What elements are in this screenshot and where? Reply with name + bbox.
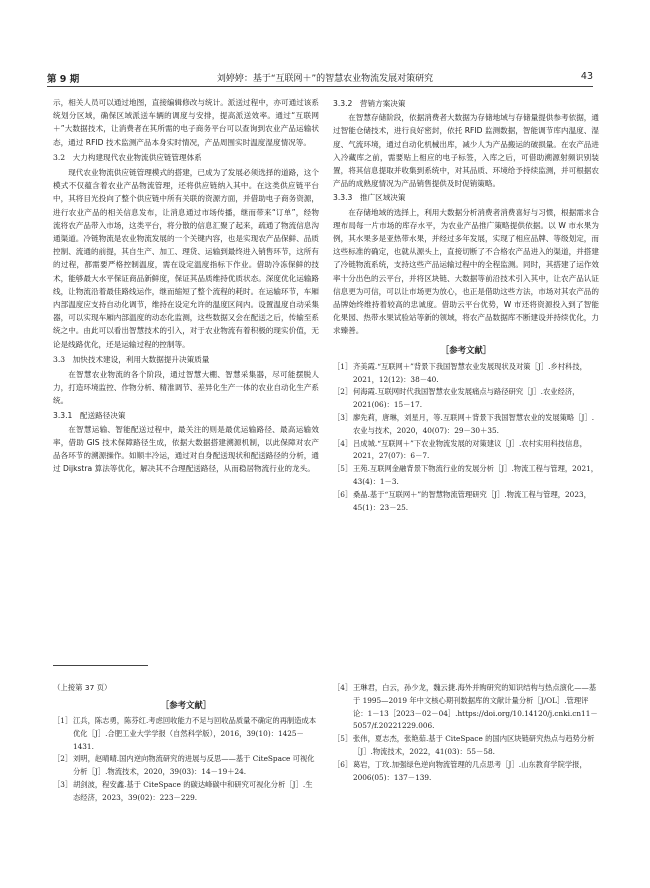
paragraph: 在智慧运输、智能配送过程中，最关注的则是最优运输路径、最高运输效率，借助 GIS 技术保障路径生成，依据大数据搭建溯源机制，以此保障对农产品各环节的溯源操作。如顺丰冷运，通过对自身配送现状和配送路径的分析，通过 Dijkstra 算法等优化，解决其不合理配送路径，从而稳居物流行业的龙头。 <box>53 424 319 474</box>
reference-text: 胡剑波，程安鑫.基于 CiteSpace 的碳达峰碳中和研究可视化分析［J］.生态经济，2023，39(02)：223－229. <box>73 779 313 802</box>
continued-note: （上接第 37 页） <box>53 683 112 692</box>
reference-number: ［6］ <box>333 759 353 769</box>
subsection-heading: 3.3.2 营销方案决策 <box>333 99 406 108</box>
section-divider <box>53 665 148 666</box>
reference-item <box>333 463 599 489</box>
reference-text: 吕成城.“互联网＋”下农业物流发展的对策建议［J］.农村实用科技信息，2021，27(07)：6－7. <box>353 438 587 461</box>
reference-item <box>333 438 599 464</box>
reference-text: 刘明，赵晴晴.国内逆向物流研究的进展与反思——基于 CiteSpace 可视化分析［J］.物流技术，2020，39(03)：14－19＋24. <box>73 754 315 777</box>
reference-text: 廖先莉，唐琳，刘星月，等.互联网＋背景下我国智慧农业的发展策略［J］.农业与技术，2020，40(07)：29－30＋35. <box>353 413 595 435</box>
subsection-heading: 3.3.1 配送路径决策 <box>53 410 126 420</box>
reference-item <box>333 682 599 733</box>
reference-item <box>53 753 319 779</box>
running-title: 刘婷婷：基于“互联网＋”的智慧农业物流发展对策研究 <box>216 74 434 84</box>
reference-number: ［3］ <box>333 413 353 423</box>
reference-item <box>333 412 599 438</box>
reference-number: ［5］ <box>333 734 353 744</box>
reference-item <box>333 361 599 387</box>
reference-text: 何海霞.互联网时代我国智慧农业发展痛点与路径研究［J］.农业经济，2021(06)：15－17. <box>353 387 580 410</box>
paragraph: 现代农业物流供应链管理模式的搭建，已成为了发展必须选择的道路，这个模式不仅蕴含着农业产品物流管理，还将供应链纳入其中。在这类供应链平台中，其将目光投向了整个供应链中所有关联的资源方面，并借助电子商务资源，进行农业产品的相关信息发布，让消息通过市场传播，继而带来“订单”，经物流将农产品带入市场，这类平台，将分散的信息汇聚了起来，疏通了物流信息沟通渠道。冷链物流是农业物流发展的一个关键内容，也是实现农产品保鲜、品质控制、流通的前提，其自生产、加工、理货、运输到最终进入销售环节，这所有的过程，都需要严格控制温度，需在设定温度指标下作业。借助冷冻保鲜的技术，能够最大水平保证商品新鲜度，保证其品质维持优质状态。深度优化运输路线，让物流沿着最佳路线运作，继而缩短了整个流程的耗时。在运输环节，车厢内部温度应支持自动化调节，维持在设定允许的温度区间内。设置温度自动采集器，可以实现车厢内部温度的动态化监测，这些数据又会在配送之后，传输至系统之中。由此可以看出智慧技术的引入，对于农业物流有着积极的现实价值，无论是线路优化，还是运输过程的控制等。 <box>53 168 319 349</box>
reference-text: 江兵，陈志勇，陈芬红.考虑回收能力不足与回收品质量不确定的再制造成本优化［J］.合肥工业大学学报（自然科学版），2016，39(10)：1425－1431. <box>73 716 317 751</box>
paragraph: 在存储地域的选择上，利用大数据分析消费者消费喜好与习惯，根据需求合理布局每一片市场的库存水平，为农业产品推广策略提供依据。以 W 市水果为例，其水果多是亚热带水果，并经过多年发展，实现了相应品牌、等级划定，而这些标准的确定，也就从源头上，直接切断了不合格农产品进入的渠道，并搭建了冷链物流系统，支持这些产品运输过程中的全程监测。同时，其搭建了运作效率十分出色的云平台，并将区块链、大数据等前沿技术引入其中，让农产品认证信息更为可信，可以让市场更为放心，也正是借助这些方法，市场对其农产品的品牌始终维持着较高的忠诚度。借助云平台优势，W 市还将资源投入到了智能化果园、热带水果试验站等新的领域，将农产品数据库不断建设并持续优化，力求臻善。 <box>333 207 599 336</box>
page-number: 43 <box>580 71 593 82</box>
reference-number: ［1］ <box>53 716 73 725</box>
reference-number: ［1］ <box>333 361 353 371</box>
reference-list-bottom-right <box>333 682 599 784</box>
left-column <box>53 96 319 476</box>
references-heading: ［参考文献］ <box>440 344 492 355</box>
reference-number: ［3］ <box>53 779 73 789</box>
references-heading-bottom: ［参考文献］ <box>160 700 212 710</box>
reference-number: ［4］ <box>333 438 353 448</box>
paragraph: 示，相关人员可以通过地图，直接编辑修改与统计。派送过程中，亦可通过该系统划分区域，确保区域派送车辆的调度与安排，提高派送效率。通过“互联网＋”大数据技术，让消费者在其所需的电子商务平台可以查询到农业产品运输状态，通过 RFID 技术监测产品本身实时情况，产品周围实时温度湿度情况等。 <box>53 98 319 147</box>
reference-text: 齐美霞.“互联网＋”背景下我国智慧农业发展现状及对策［J］.乡村科技，2021，12(12)：38－40. <box>353 361 587 384</box>
paragraph: 在智慧农业物流的各个阶段，通过智慧大棚、智慧采集器，尽可能摆脱人力，打造环境监控、作物分析、精准调节、差异化生产一体的农业自动化生产系统。 <box>53 370 319 406</box>
reference-item <box>333 386 599 412</box>
reference-text: 王琳君，白云，孙少龙，魏云捷.海外并购研究的知识结构与热点演化——基于 1995—2019 年中文核心期刊数据库的文献计量分析［J/OL］.管理评论：1－13［2023－02－04］.https://doi.org/10.14120/j.cnki.cn11－5057/f.20221229.006. <box>353 683 598 731</box>
bottom-left-column <box>53 682 319 805</box>
reference-text: 张伟，夏志杰，张艳茹.基于 CiteSpace 的国内区块链研究热点与趋势分析［J］.物流技术，2022，41(03)：55－58. <box>353 734 595 756</box>
reference-text: 葛岩，丁玫.加强绿色逆向物流管理的几点思考［J］.山东教育学院学报，2006(05)：137－139. <box>353 759 587 782</box>
right-column <box>333 96 599 514</box>
right-column-body <box>333 97 599 338</box>
reference-number: ［2］ <box>333 387 353 397</box>
subsection-heading: 3.3.3 推广区域决策 <box>333 193 406 203</box>
reference-item <box>333 733 599 759</box>
reference-item <box>333 489 599 515</box>
header-rule <box>47 86 593 87</box>
reference-number: ［2］ <box>53 754 73 764</box>
reference-number: ［6］ <box>333 489 353 499</box>
reference-item <box>53 715 319 753</box>
paragraph: 在智慧存储阶段，依据消费者大数据为存储地域与存储量提供参考依据，通过智能仓储技术，进行良好密封，依托 RFID 监测数据，智能调节库内温度、湿度、气流环境，通过自动化机械出库，减少人为产品搬运的破损量。在农产品进入冷藏库之前，需要贴上相应的电子标签，入库之后，可借助溯源射频识别装置，将其信息提取并收集到系统中，对其品质、环境给予持续监测，并可根据农产品的成熟度情况为产品销售提供及时促销策略。 <box>333 113 599 189</box>
reference-item <box>53 779 319 805</box>
reference-text: 桑晶.基于“互联网＋”的智慧物流管理研究［J］.物流工程与管理，2023，45(1)：23－25. <box>353 489 591 512</box>
section-heading: 3.2 大力构建现代农业物流供应链管理体系 <box>53 152 202 162</box>
reference-number: ［5］ <box>333 464 353 474</box>
section-heading: 3.3 加快技术建设，利用大数据提升决策质量 <box>53 354 210 364</box>
issue-number: 第 9 期 <box>47 74 80 85</box>
reference-text: 王苑.互联网金融背景下物流行业的发展分析［J］.物流工程与管理，2021，43(4)：1－3. <box>353 464 599 487</box>
reference-list-bottom-left <box>53 715 319 805</box>
reference-number: ［4］ <box>333 683 353 692</box>
reference-list <box>333 361 599 515</box>
page-header <box>0 0 650 102</box>
reference-item <box>333 759 599 785</box>
